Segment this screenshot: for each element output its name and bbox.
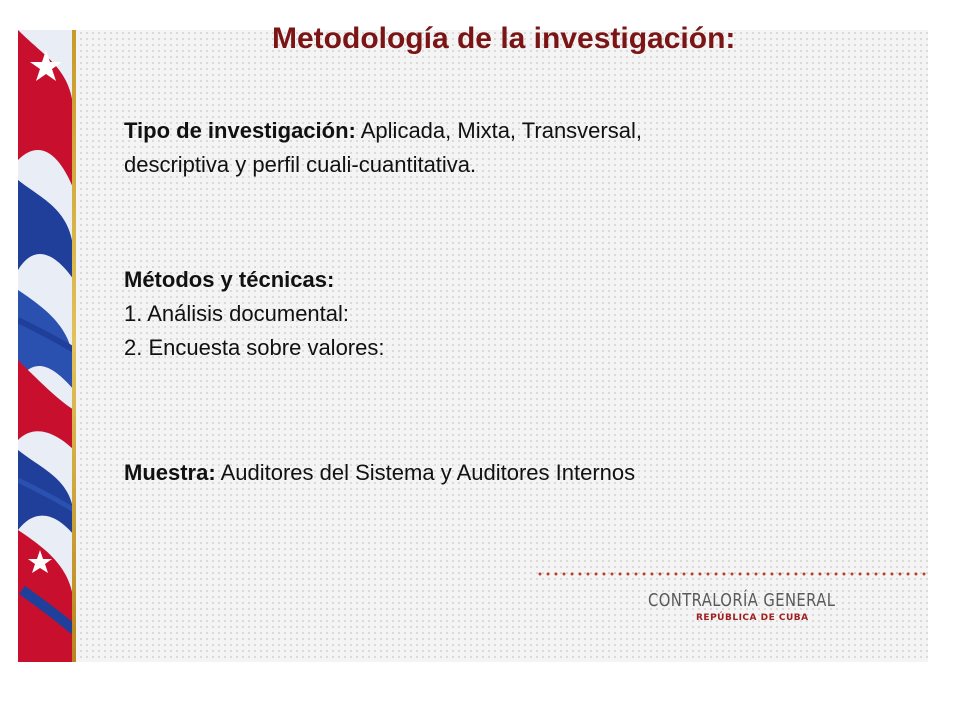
cuban-flag-decoration (18, 30, 74, 662)
methods-paragraph (124, 263, 384, 365)
methods-heading: Métodos y técnicas: (124, 267, 335, 292)
sample-value: Auditores del Sistema y Auditores Internos (215, 460, 636, 485)
contraloria-logo (648, 590, 876, 624)
sample-label: Muestra: (124, 460, 216, 485)
methods-item-1: 1. Análisis documental: (124, 301, 350, 326)
gold-divider-line (72, 30, 76, 662)
research-type-paragraph (124, 114, 642, 182)
slide-title: Metodología de la investigación: (272, 22, 736, 55)
logo-subtitle: REPÚBLICA DE CUBA (696, 613, 809, 623)
research-type-value-line2: descriptiva y perfil cuali-cuantitativa. (124, 152, 477, 177)
research-type-label: Tipo de investigación: (124, 118, 356, 143)
logo-name: CONTRALORÍA GENERAL (648, 590, 836, 611)
research-type-value-line1: Aplicada, Mixta, Transversal, (355, 118, 642, 143)
dotted-accent-line (536, 570, 926, 578)
methods-item-2: 2. Encuesta sobre valores: (124, 335, 385, 360)
sample-paragraph (124, 456, 635, 490)
